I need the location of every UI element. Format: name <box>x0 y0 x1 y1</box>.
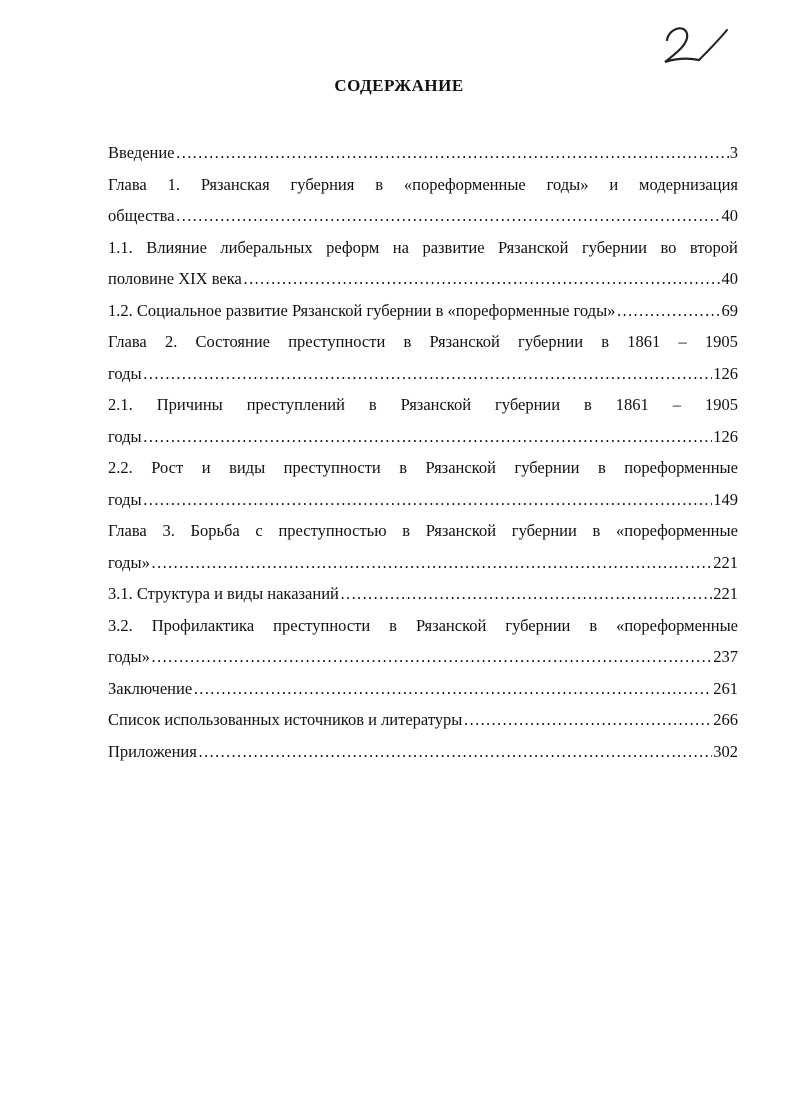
toc-page-number: 266 <box>713 710 738 729</box>
toc-entry-label: годы <box>108 363 142 383</box>
toc-entry-title: 1.1. Влияние либеральных реформ на развитие Рязанской губернии во второй <box>108 237 738 257</box>
toc-entry-title: Глава 3. Борьба с преступностью в Рязанской губернии в «пореформенные <box>108 521 738 540</box>
toc-entry <box>108 641 738 673</box>
toc-entry-title: 2.2. Рост и виды преступности в Рязанской губернии в пореформенные <box>108 458 738 477</box>
dot-leader <box>193 673 712 705</box>
toc-entry <box>108 547 738 579</box>
toc-entry-label: годы» <box>108 552 150 572</box>
toc-entry-label: половине XIX века <box>108 269 242 288</box>
toc-page-number: 40 <box>721 206 738 225</box>
toc-page-number: 40 <box>721 269 738 288</box>
dot-leader <box>176 200 721 232</box>
toc-entry <box>108 704 738 736</box>
dot-leader <box>151 547 712 579</box>
toc-entry-line <box>108 452 738 484</box>
dot-leader <box>463 704 712 736</box>
dot-leader <box>143 358 713 390</box>
toc-entry-label: Приложения <box>108 741 197 761</box>
toc-entry-line <box>108 326 738 358</box>
toc-entry-line <box>108 169 738 201</box>
handwritten-page-number <box>655 18 735 68</box>
toc-page-number: 221 <box>713 552 738 572</box>
toc-page-number: 69 <box>721 300 738 320</box>
toc-entry-title: 2.1. Причины преступлений в Рязанской губернии в 1861 – 1905 <box>108 395 738 414</box>
dot-leader <box>176 137 729 169</box>
toc-page-number: 261 <box>713 678 738 698</box>
dot-leader <box>143 421 713 453</box>
toc-entry-label: годы <box>108 489 142 509</box>
toc-entry-title: Глава 1. Рязанская губерния в «пореформенные годы» и модернизация <box>108 174 738 194</box>
toc-entry <box>108 736 738 768</box>
toc-entry <box>108 358 738 390</box>
page-title: СОДЕРЖАНИЕ <box>334 76 464 95</box>
toc-entry-label: годы <box>108 426 142 446</box>
table-of-contents <box>108 137 738 767</box>
toc-page-number: 221 <box>713 584 738 603</box>
toc-entry-line <box>108 610 738 642</box>
dot-leader <box>143 484 713 516</box>
toc-entry-label: 1.2. Социальное развитие Рязанской губернии в «пореформенные годы» <box>108 300 616 320</box>
toc-entry-title: 3.2. Профилактика преступности в Рязанской губернии в «пореформенные <box>108 615 738 635</box>
toc-entry-label: 3.1. Структура и виды наказаний <box>108 584 339 603</box>
toc-entry-label: Заключение <box>108 678 193 698</box>
toc-entry-line <box>108 232 738 264</box>
toc-page-number: 302 <box>713 741 738 761</box>
toc-entry <box>108 484 738 516</box>
toc-page-number: 126 <box>713 426 738 446</box>
toc-entry-line <box>108 389 738 421</box>
toc-page-number: 237 <box>713 647 738 666</box>
dot-leader <box>340 578 712 610</box>
toc-entry-line <box>108 515 738 547</box>
toc-entry-label: годы» <box>108 647 150 666</box>
toc-entry <box>108 263 738 295</box>
toc-entry-label: Список использованных источников и литературы <box>108 710 463 729</box>
toc-entry <box>108 578 738 610</box>
toc-entry-label: общества <box>108 206 175 225</box>
toc-page-number: 3 <box>729 143 738 162</box>
dot-leader <box>243 263 721 295</box>
toc-entry <box>108 295 738 327</box>
dot-leader <box>616 295 720 327</box>
toc-entry-label: Введение <box>108 143 175 162</box>
dot-leader <box>198 736 712 768</box>
toc-entry <box>108 673 738 705</box>
toc-page-number: 126 <box>713 363 738 383</box>
toc-page-number: 149 <box>713 489 738 509</box>
toc-entry <box>108 137 738 169</box>
dot-leader <box>151 641 712 673</box>
toc-entry-title: Глава 2. Состояние преступности в Рязанской губернии в 1861 – 1905 <box>108 332 738 351</box>
toc-entry <box>108 200 738 232</box>
toc-entry <box>108 421 738 453</box>
